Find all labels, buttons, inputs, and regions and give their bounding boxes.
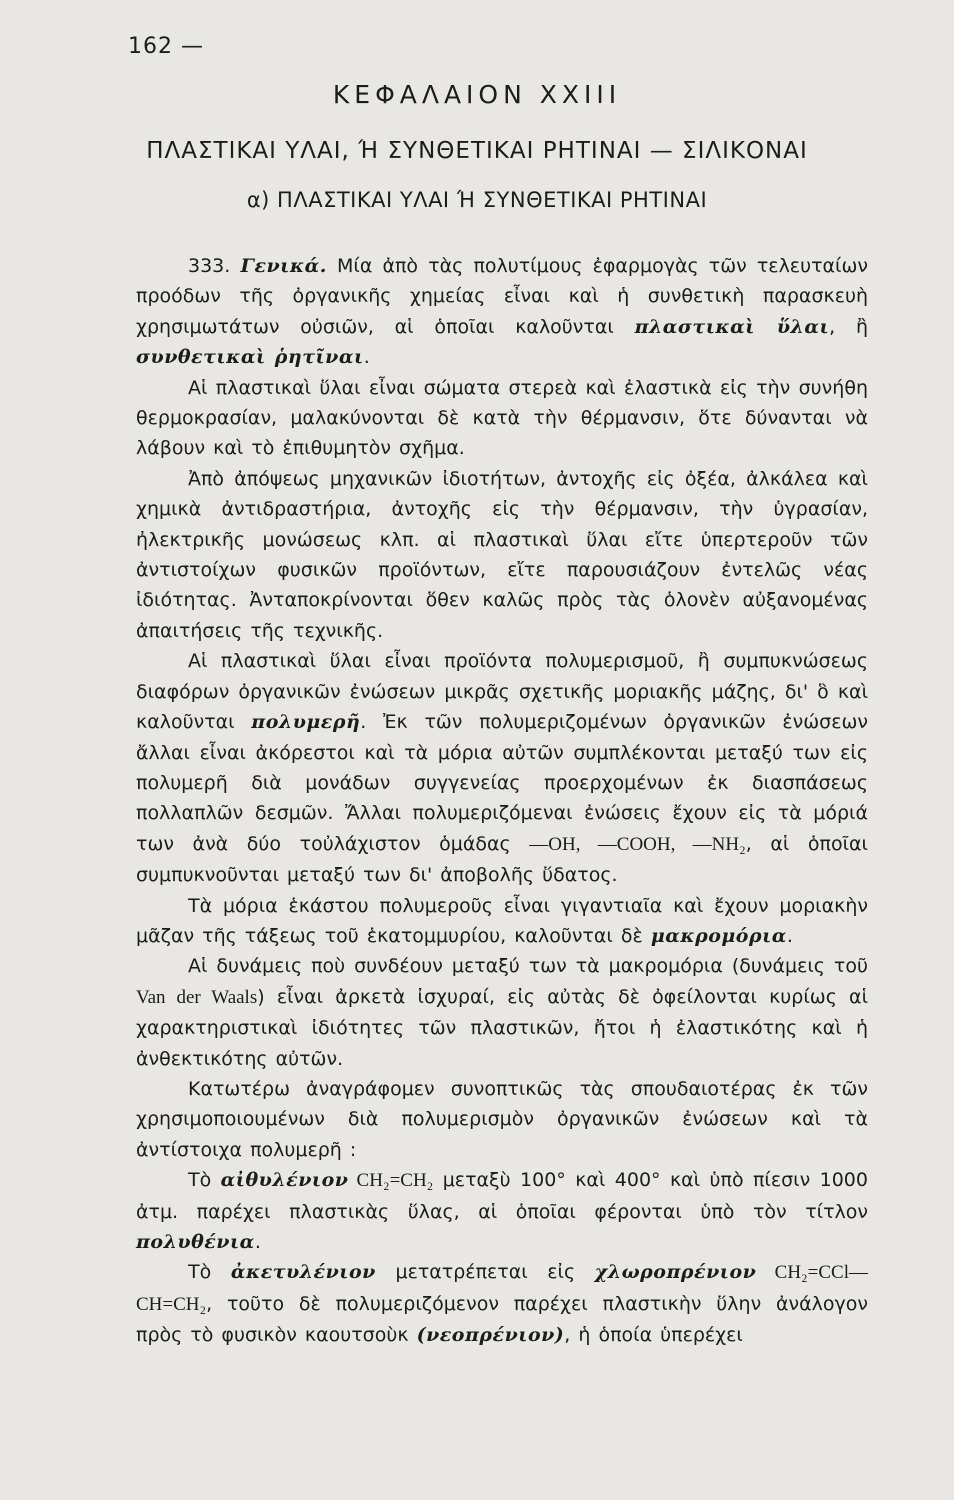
term: πολυθένια (136, 1231, 255, 1253)
page-number: 162 — (128, 34, 204, 59)
chapter-title: ΠΛΑΣΤΙΚΑΙ ΥΛΑΙ, Ή ΣΥΝΘΕΤΙΚΑΙ ΡΗΤΙΝΑΙ — ΣΙΛΙΚΟΝΑΙ (146, 138, 808, 164)
text-run: μετατρέπεται εἰς (375, 1261, 595, 1284)
proper-name: Van der Waals (136, 986, 258, 1008)
paragraph: Ἀπὸ ἀπόψεως μηχανικῶν ἰδιοτήτων, ἀντοχῆς εἰς ὀξέα, ἀλκάλεα καὶ χημικὰ ἀντιδραστήρια, ἀντοχῆς εἰς τὴν θέρμανσιν, τὴν ὑγρασίαν, ἠλεκτρικῆς μονώσεως κλπ. αἱ πλαστικαὶ ὕλαι εἴτε ὑπερτεροῦν τῶν ἀντιστοίχων φυσικῶν προϊόντων, εἴτε παρουσιάζουν ἐντελῶς νέας ἰδιότητας. Ἀνταποκρίνονται ὅθεν καλῶς πρὸς τὰς ὁλονὲν αὐξανομένας ἀπαιτήσεις τῆς τεχνικῆς. (136, 467, 868, 642)
paragraph (136, 1257, 868, 1350)
paragraph: Κατωτέρω ἀναγράφομεν συνοπτικῶς τὰς σπουδαιοτέρας ἐκ τῶν χρησιμοποιουμένων διὰ πολυμερισμὸν ὀργανικῶν ἐνώσεων καὶ τὰ ἀντίστοιχα πολυμερῆ : (136, 1077, 868, 1161)
paragraph (136, 891, 868, 952)
text-run: . Ἐκ τῶν πολυμεριζομένων ὀργανικῶν ἐνώσεων ἄλλαι εἶναι ἀκόρεστοι καὶ τὰ μόρια αὐτῶν συμπλέκονται μεταξύ των εἰς πολυμερῆ διὰ μονάδων συγγενείας προερχομένων ἐκ διασπάσεως πολλαπλῶν δεσμῶν. Ἄλλαι πολυμεριζόμεναι ἐνώσεις ἔχουν εἰς τὰ μόριά των ἀνὰ δύο τοὐλάχιστον ὁμάδας (136, 711, 868, 855)
chemical-groups: —OH, —COOH, —NH₂ (529, 833, 746, 855)
body-text (136, 251, 868, 1351)
section-number: 333. (188, 255, 231, 277)
text-run: , ἢ (829, 315, 868, 338)
paragraph-333 (136, 251, 868, 373)
paragraph (136, 951, 868, 1074)
text-run: . (786, 924, 793, 947)
text-run: Τὸ (188, 1169, 221, 1192)
section-subtitle: α) ΠΛΑΣΤΙΚΑΙ ΥΛΑΙ Ή ΣΥΝΘΕΤΙΚΑΙ ΡΗΤΙΝΑΙ (246, 188, 708, 212)
text-run: . (363, 346, 370, 369)
text-run: μεταξὺ 100° καὶ 400° καὶ ὑπὸ πίεσιν 1000 ἀτμ. παρέχει πλαστικὰς ὕλας, αἱ ὁποῖαι φέρονται ὑπὸ τὸν τίτλον (136, 1169, 868, 1223)
text-run: , αἱ ὁποῖαι συμπυκνοῦνται μεταξύ των δι' ἀποβολῆς ὕδατος. (136, 832, 868, 887)
text-run: Αἱ δυνάμεις ποὺ συνδέουν μεταξύ των τὰ μακρομόρια (δυνάμεις τοῦ (188, 955, 868, 978)
term: αἰθυλένιον (220, 1169, 349, 1192)
term: μακρομόρια (650, 924, 787, 947)
text-run: , ἡ ὁποία ὑπερέχει (564, 1324, 743, 1347)
text-run: . (254, 1231, 261, 1253)
text-run: Τὰ μόρια ἑκάστου πολυμεροῦς εἶναι γιγαντιαῖα καὶ ἔχουν μοριακὴν μᾶζαν τῆς τάξεως τοῦ ἑκατομμυρίου, καλοῦνται δὲ (136, 894, 868, 947)
text-run: Μία ἀπὸ τὰς πολυτίμους ἐφαρμογὰς τῶν τελευταίων προόδων τῆς ὀργανικῆς χημείας εἶναι καὶ ἡ συνθετικὴ παρασκευὴ χρησιμωτάτων οὐσιῶν, αἱ ὁποῖαι καλοῦνται (136, 255, 868, 338)
chemical-formula: CH₂=CCl—CH=CH₂ (136, 1262, 868, 1315)
term: ἀκετυλένιον (230, 1261, 376, 1284)
term: (νεοπρένιον) (416, 1324, 565, 1347)
text-run: Τὸ (188, 1261, 231, 1284)
paragraph (136, 646, 868, 890)
text-run: Αἱ πλαστικαὶ ὕλαι εἶναι προϊόντα πολυμερισμοῦ, ἢ συμπυκνώσεως διαφόρων ὀργανικῶν ἐνώσεων μικρᾶς σχετικῆς μοριακῆς μάζης, δι' ὃ καὶ καλοῦνται (136, 650, 868, 734)
chapter-heading: ΚΕΦΑΛΑΙΟΝ XXIII (332, 80, 622, 109)
term: χλωροπρένιον (594, 1261, 757, 1284)
term: πολυμερῆ (251, 711, 361, 734)
paragraph (136, 1165, 868, 1257)
term: πλαστικαὶ ὕλαι (634, 315, 830, 338)
chemical-formula: CH₂=CH₂ (348, 1170, 434, 1192)
text-run: , τοῦτο δὲ πολυμεριζόμενον παρέχει πλαστικὴν ὕλην ἀνάλογον πρὸς τὸ φυσικὸν καουτσοὺκ (136, 1292, 868, 1347)
term: συνθετικαὶ ῥητῖναι (136, 346, 364, 369)
paragraph: Αἱ πλαστικαὶ ὕλαι εἶναι σώματα στερεὰ καὶ ἐλαστικὰ εἰς τὴν συνήθη θερμοκρασίαν, μαλακύνονται δὲ κατὰ τὴν θέρμανσιν, ὅτε δύνανται νὰ λάβουν καὶ τὸ ἐπιθυμητὸν σχῆμα. (136, 376, 868, 460)
section-label: Γενικά. (240, 255, 327, 277)
text-run: ) εἶναι ἀρκετὰ ἰσχυραί, εἰς αὐτὰς δὲ ὀφείλονται κυρίως αἱ χαρακτηριστικαὶ ἰδιότητες τῶν πλαστικῶν, ἤτοι ἡ ἐλαστικότης καὶ ἡ ἀνθεκτικότης αὐτῶν. (136, 985, 868, 1070)
